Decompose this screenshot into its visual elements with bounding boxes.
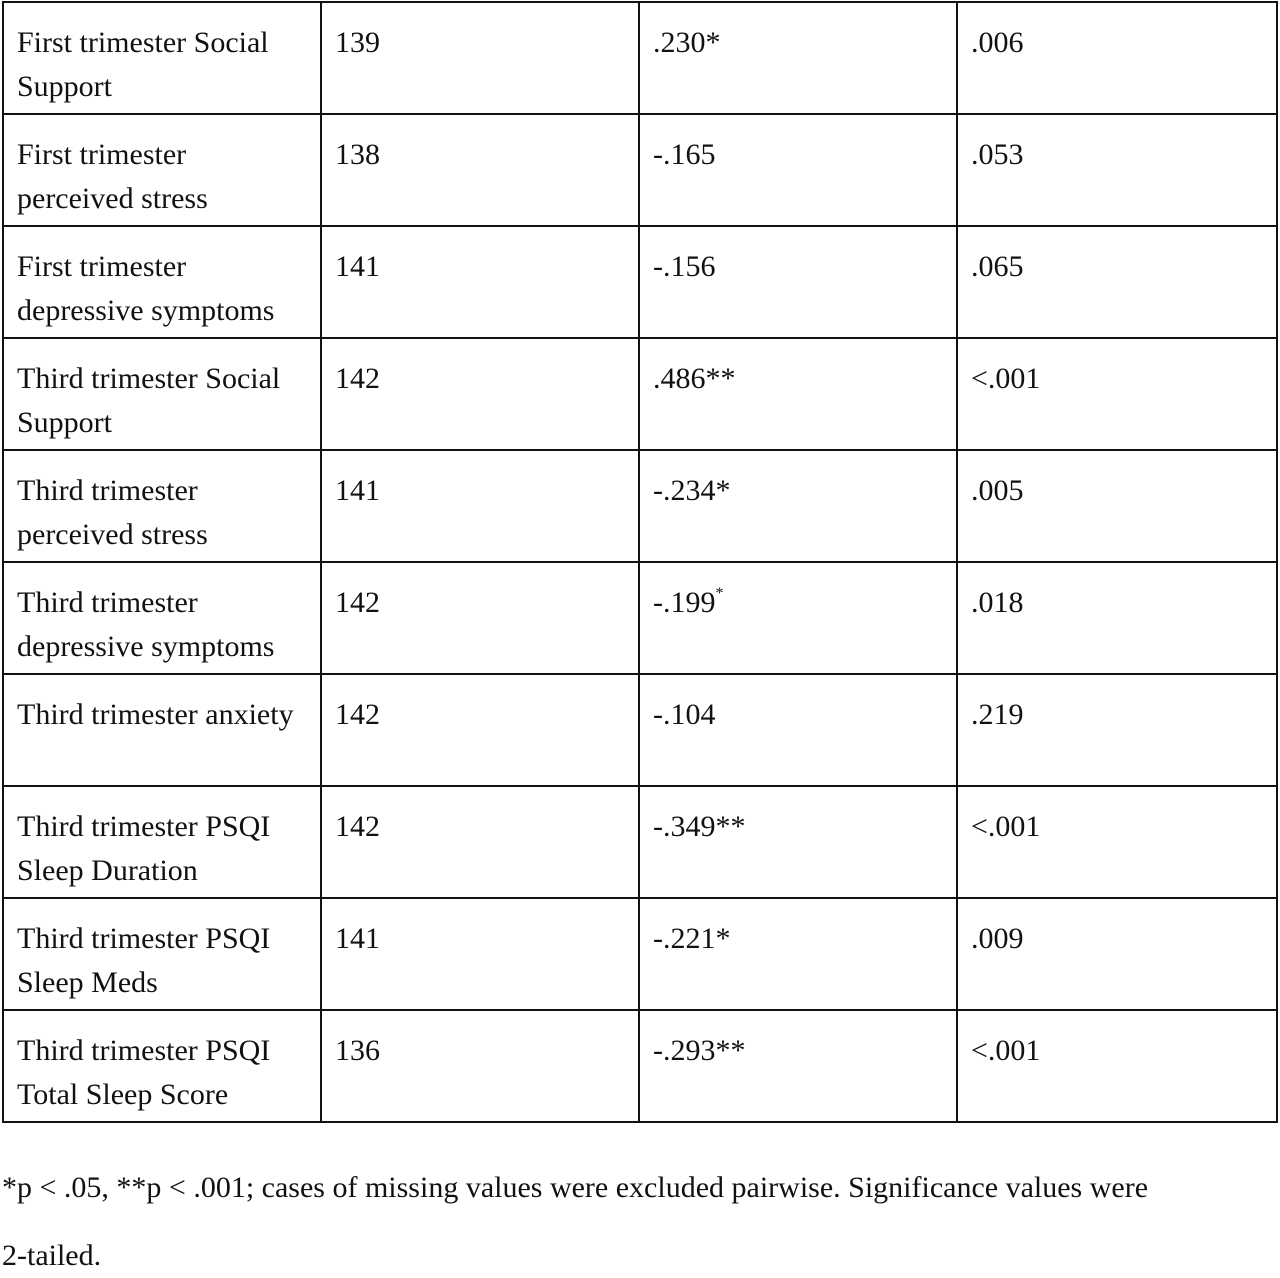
coefficient-cell: [639, 226, 957, 338]
significance-cell: .009: [957, 898, 1277, 1010]
significance-cell: <.001: [957, 786, 1277, 898]
significance-cell: .006: [957, 2, 1277, 114]
table-row: [3, 1010, 1277, 1122]
table-row: [3, 114, 1277, 226]
significance-cell: .053: [957, 114, 1277, 226]
coefficient-cell: [639, 2, 957, 114]
table-row: [3, 450, 1277, 562]
table-row: [3, 786, 1277, 898]
footnote-line-2: 2-tailed.: [2, 1239, 102, 1272]
variable-cell: Third trimester PSQI Total Sleep Score: [3, 1010, 321, 1122]
significance-cell: .065: [957, 226, 1277, 338]
correlation-table: [2, 1, 1278, 1123]
variable-cell: Third trimester depressive symptoms: [3, 562, 321, 674]
coefficient-value: -.156: [653, 250, 716, 283]
table-footnote: [2, 1166, 1272, 1278]
table-row: [3, 674, 1277, 786]
coefficient-value: .486**: [653, 362, 736, 395]
significance-cell: .018: [957, 562, 1277, 674]
variable-cell: Third trimester perceived stress: [3, 450, 321, 562]
n-cell: 142: [321, 674, 639, 786]
n-cell: 141: [321, 450, 639, 562]
coefficient-value: -.199: [653, 586, 716, 619]
n-cell: 138: [321, 114, 639, 226]
n-cell: 139: [321, 2, 639, 114]
variable-cell: First trimester Social Support: [3, 2, 321, 114]
table-row: [3, 338, 1277, 450]
table-row: [3, 562, 1277, 674]
coefficient-cell: [639, 562, 957, 674]
significance-cell: .005: [957, 450, 1277, 562]
coefficient-cell: [639, 1010, 957, 1122]
variable-cell: Third trimester anxiety: [3, 674, 321, 786]
coefficient-value: -.349**: [653, 810, 746, 843]
significance-cell: <.001: [957, 338, 1277, 450]
coefficient-value: -.165: [653, 138, 716, 171]
n-cell: 136: [321, 1010, 639, 1122]
n-cell: 142: [321, 562, 639, 674]
footnote-line-1: *p < .05, **p < .001; cases of missing values were excluded pairwise. Significance values were: [2, 1171, 1149, 1204]
coefficient-cell: [639, 674, 957, 786]
coefficient-value: -.104: [653, 698, 716, 731]
n-cell: 142: [321, 786, 639, 898]
coefficient-value: -.221*: [653, 922, 731, 955]
coefficient-value: .230*: [653, 26, 721, 59]
coefficient-sup: *: [715, 585, 724, 602]
coefficient-cell: [639, 338, 957, 450]
n-cell: 141: [321, 898, 639, 1010]
coefficient-cell: [639, 450, 957, 562]
coefficient-cell: [639, 786, 957, 898]
n-cell: 141: [321, 226, 639, 338]
coefficient-value: -.234*: [653, 474, 731, 507]
coefficient-value: -.293**: [653, 1034, 746, 1067]
coefficient-cell: [639, 898, 957, 1010]
n-cell: 142: [321, 338, 639, 450]
variable-cell: Third trimester Social Support: [3, 338, 321, 450]
table-row: [3, 2, 1277, 114]
variable-cell: Third trimester PSQI Sleep Duration: [3, 786, 321, 898]
variable-cell: First trimester perceived stress: [3, 114, 321, 226]
table-row: [3, 898, 1277, 1010]
significance-cell: <.001: [957, 1010, 1277, 1122]
coefficient-cell: [639, 114, 957, 226]
variable-cell: First trimester depressive symptoms: [3, 226, 321, 338]
table-row: [3, 226, 1277, 338]
variable-cell: Third trimester PSQI Sleep Meds: [3, 898, 321, 1010]
significance-cell: .219: [957, 674, 1277, 786]
